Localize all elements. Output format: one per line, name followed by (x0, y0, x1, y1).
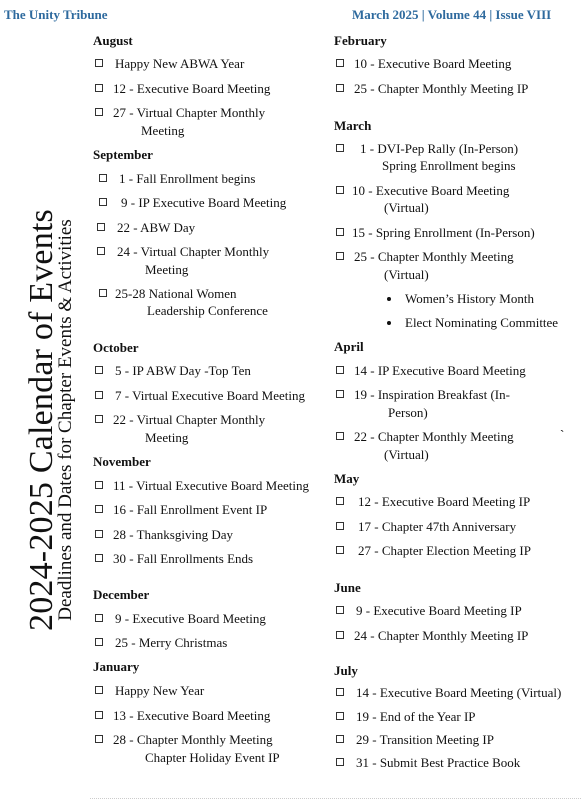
checkbox-icon (95, 108, 103, 116)
event-text: 5 - IP ABW Day -Top Ten (115, 363, 251, 378)
month-heading-november: November (93, 454, 151, 469)
checkbox-icon (97, 223, 105, 231)
month-heading-july: July (334, 663, 358, 678)
checkbox-icon (336, 688, 344, 696)
event-text-continued: (Virtual) (384, 447, 429, 462)
event-text: 28 - Thanksgiving Day (113, 527, 233, 542)
event-text: 17 - Chapter 47th Anniversary (358, 519, 517, 534)
month-heading-may: May (334, 471, 360, 486)
event-text: 19 - End of the Year IP (356, 709, 476, 724)
event-text: 22 - ABW Day (117, 220, 196, 235)
event-text: 29 - Transition Meeting IP (356, 732, 494, 747)
event-text: 1 - Fall Enrollment begins (119, 171, 256, 186)
month-heading-march: March (334, 118, 372, 133)
event-text: 25 - Chapter Monthly Meeting (354, 249, 514, 264)
checkbox-icon (99, 174, 107, 182)
event-text-continued: Meeting (141, 123, 185, 138)
checkbox-icon (97, 247, 105, 255)
event-text: 14 - Executive Board Meeting (Virtual) (356, 685, 562, 700)
event-text: 25-28 National Women (115, 286, 237, 301)
event-text: 31 - Submit Best Practice Book (356, 755, 521, 770)
checkbox-icon (336, 546, 344, 554)
month-heading-june: June (334, 580, 361, 595)
event-text-continued: Leadership Conference (147, 303, 268, 318)
month-heading-december: December (93, 587, 150, 602)
event-text: 22 - Virtual Chapter Monthly (113, 412, 266, 427)
checkbox-icon (336, 390, 344, 398)
checkbox-icon (336, 366, 344, 374)
checkbox-icon (336, 84, 344, 92)
event-text: Happy New Year (115, 683, 205, 698)
checkbox-icon (95, 391, 103, 399)
sidebar (0, 0, 90, 803)
event-text: 24 - Virtual Chapter Monthly (117, 244, 270, 259)
month-heading-august: August (93, 33, 133, 48)
month-heading-february: February (334, 33, 387, 48)
checkbox-icon (336, 144, 344, 152)
checkbox-icon (95, 415, 103, 423)
event-text: 14 - IP Executive Board Meeting (354, 363, 526, 378)
event-text: Elect Nominating Committee (405, 315, 559, 330)
checkbox-icon (95, 505, 103, 513)
checkbox-icon (95, 554, 103, 562)
checkbox-icon (336, 59, 344, 67)
event-text-continued: (Virtual) (384, 200, 429, 215)
checkbox-icon (336, 228, 344, 236)
month-heading-september: September (93, 147, 153, 162)
checkbox-icon (99, 198, 107, 206)
event-text-continued: Meeting (145, 430, 189, 445)
event-text: 10 - Executive Board Meeting (354, 56, 512, 71)
checkbox-icon (95, 530, 103, 538)
bullet-icon (387, 297, 391, 301)
checkbox-icon (95, 614, 103, 622)
event-text: 24 - Chapter Monthly Meeting IP (354, 628, 529, 643)
event-text: 10 - Executive Board Meeting (352, 183, 510, 198)
checkbox-icon (99, 289, 107, 297)
event-text: 27 - Chapter Election Meeting IP (358, 543, 531, 558)
event-text: 9 - IP Executive Board Meeting (121, 195, 287, 210)
event-text: 27 - Virtual Chapter Monthly (113, 105, 266, 120)
event-text: 30 - Fall Enrollments Ends (113, 551, 254, 566)
checkbox-icon (336, 735, 344, 743)
checkbox-icon (336, 606, 344, 614)
event-text: 9 - Executive Board Meeting IP (356, 603, 522, 618)
checkbox-icon (336, 432, 344, 440)
event-text: 19 - Inspiration Breakfast (In- (354, 387, 510, 402)
event-text: 7 - Virtual Executive Board Meeting (115, 388, 305, 403)
event-text-continued: Chapter Holiday Event IP (145, 750, 280, 765)
event-text: 13 - Executive Board Meeting (113, 708, 271, 723)
event-text: 22 - Chapter Monthly Meeting (354, 429, 514, 444)
checkbox-icon (336, 758, 344, 766)
event-text: 28 - Chapter Monthly Meeting (113, 732, 273, 747)
event-text-continued: Person) (388, 405, 428, 420)
event-text: 12 - Executive Board Meeting IP (358, 494, 531, 509)
checkbox-icon (95, 686, 103, 694)
checkbox-icon (336, 712, 344, 720)
event-text-continued: Meeting (145, 262, 189, 277)
event-text: 1 - DVI-Pep Rally (In-Person) (360, 141, 519, 156)
checkbox-icon (95, 59, 103, 67)
event-text: 9 - Executive Board Meeting (115, 611, 266, 626)
checkbox-icon (336, 252, 344, 260)
month-heading-january: January (93, 659, 140, 674)
checkbox-icon (95, 84, 103, 92)
month-heading-october: October (93, 340, 139, 355)
checkbox-icon (95, 366, 103, 374)
checkbox-icon (95, 711, 103, 719)
event-text: 15 - Spring Enrollment (In-Person) (352, 225, 535, 240)
bullet-icon (387, 321, 391, 325)
page-bottom-divider (90, 798, 581, 800)
issue-info: March 2025 | Volume 44 | Issue VIII (352, 7, 552, 22)
event-text: 25 - Merry Christmas (115, 635, 228, 650)
checkbox-icon (336, 186, 344, 194)
calendar-subtitle: Deadlines and Dates for Chapter Events & Activities (55, 219, 76, 621)
publication-name: The Unity Tribune (4, 7, 108, 22)
checkbox-icon (95, 638, 103, 646)
event-text: Women’s History Month (405, 291, 534, 306)
event-text: 16 - Fall Enrollment Event IP (113, 502, 268, 517)
event-text: Happy New ABWA Year (115, 56, 245, 71)
event-text: 25 - Chapter Monthly Meeting IP (354, 81, 529, 96)
checkbox-icon (336, 497, 344, 505)
calendar-title: 2024-2025 Calendar of Events (23, 208, 60, 632)
checkbox-icon (95, 481, 103, 489)
event-text: 12 - Executive Board Meeting (113, 81, 271, 96)
event-text: 11 - Virtual Executive Board Meeting (113, 478, 309, 493)
event-text-continued: Spring Enrollment begins (382, 158, 516, 173)
checkbox-icon (95, 735, 103, 743)
stray-mark: ` (560, 427, 565, 442)
event-text-continued: (Virtual) (384, 267, 429, 282)
checkbox-icon (336, 631, 344, 639)
month-heading-april: April (334, 339, 364, 354)
checkbox-icon (336, 522, 344, 530)
